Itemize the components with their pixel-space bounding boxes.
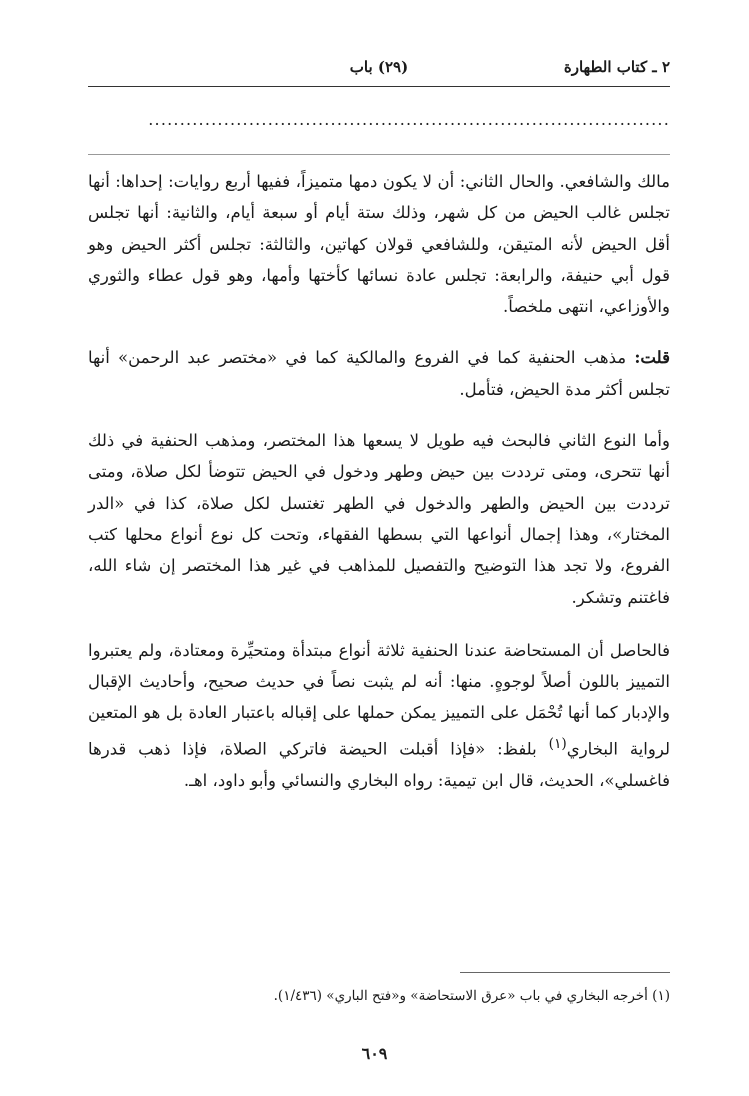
- chapter-title: ٢ ـ كتاب الطهارة: [563, 58, 670, 76]
- running-header: [88, 58, 670, 84]
- footnote-rule: [460, 972, 670, 973]
- footnote: (١) أخرجه البخاري في باب «عرق الاستحاضة» و«فتح الباري» (١/٤٣٦).: [273, 988, 670, 1004]
- qultu-label: قلت:: [634, 348, 670, 368]
- paragraph-4-text-b: بلفظ: «فإذا أقبلت الحيضة فاتركي الصلاة، فإذا ذهب قدرها فاغسلي»، الحديث، قال ابن تيمية: رواه البخاري والنسائي وأبو داود، اهـ.: [88, 739, 670, 790]
- section-title: (٢٩) باب: [349, 58, 409, 76]
- footnote-ref: (١): [548, 735, 567, 752]
- dotted-separator: ...................................................................................: [148, 110, 670, 129]
- paragraph-4: [88, 635, 670, 796]
- page-number: ٦٠٩: [361, 1044, 388, 1063]
- main-text: [88, 166, 670, 818]
- separator-rule: [88, 154, 670, 155]
- header-rule: [88, 86, 670, 87]
- paragraph-1: مالك والشافعي. والحال الثاني: أن لا يكون دمها متميزاً، ففيها أربع روايات: إحداها: أنها تجلس غالب الحيض من كل شهر، وذلك ستة أيام أو سبعة أيام، والثانية: أنها تجلس أقل الحيض لأنه المتيقن، وللشافعي قولان كهاتين، والثالثة: تجلس أكثر الحيض وهو قول أبي حنيفة، والرابعة: تجلس عادة نسائها كأختها وأمها، وهو قول عطاء والثوري والأوزاعي، انتهى ملخصاً.: [88, 172, 670, 317]
- paragraph-3: وأما النوع الثاني فالبحث فيه طويل لا يسعها هذا المختصر، ومذهب الحنفية في ذلك أنها تتحرى، ومتى ترددت بين حيض وطهر ودخول في الحيض تتوضأ لكل صلاة، ومتى ترددت بين الحيض والطهر والدخول في الطهر تغتسل لكل صلاة، كذا في «الدر المختار»، وهذا إجمال أنواعها التي بسطها الفقهاء، وتحت كل نوع أنواع محلها كتب الفروع، ولا تجد هذا التوضيح والتفصيل للمذاهب في غير هذا المختصر إن شاء الله، فاغتنم وتشكر.: [88, 431, 670, 607]
- paragraph-2: [88, 342, 670, 405]
- paragraph-4-text-a: فالحاصل أن المستحاضة عندنا الحنفية ثلاثة أنواع مبتدأة ومتحيِّرة ومعتادة، ولم يعتبروا التمييز باللون أصلاً لوجوهٍ. منها: أنه لم يثبت نصاً في حديث صحيح، وأحاديث الإقبال والإدبار كما أنها تُحْمَل على التمييز يمكن حملها على إقباله باعتبار العادة بل هو المتعين لرواية البخاري: [88, 640, 670, 759]
- paragraph-2-text: مذهب الحنفية كما في الفروع والمالكية كما في «مختصر عبد الرحمن» أنها تجلس أكثر مدة الحيض، فتأمل.: [88, 348, 670, 399]
